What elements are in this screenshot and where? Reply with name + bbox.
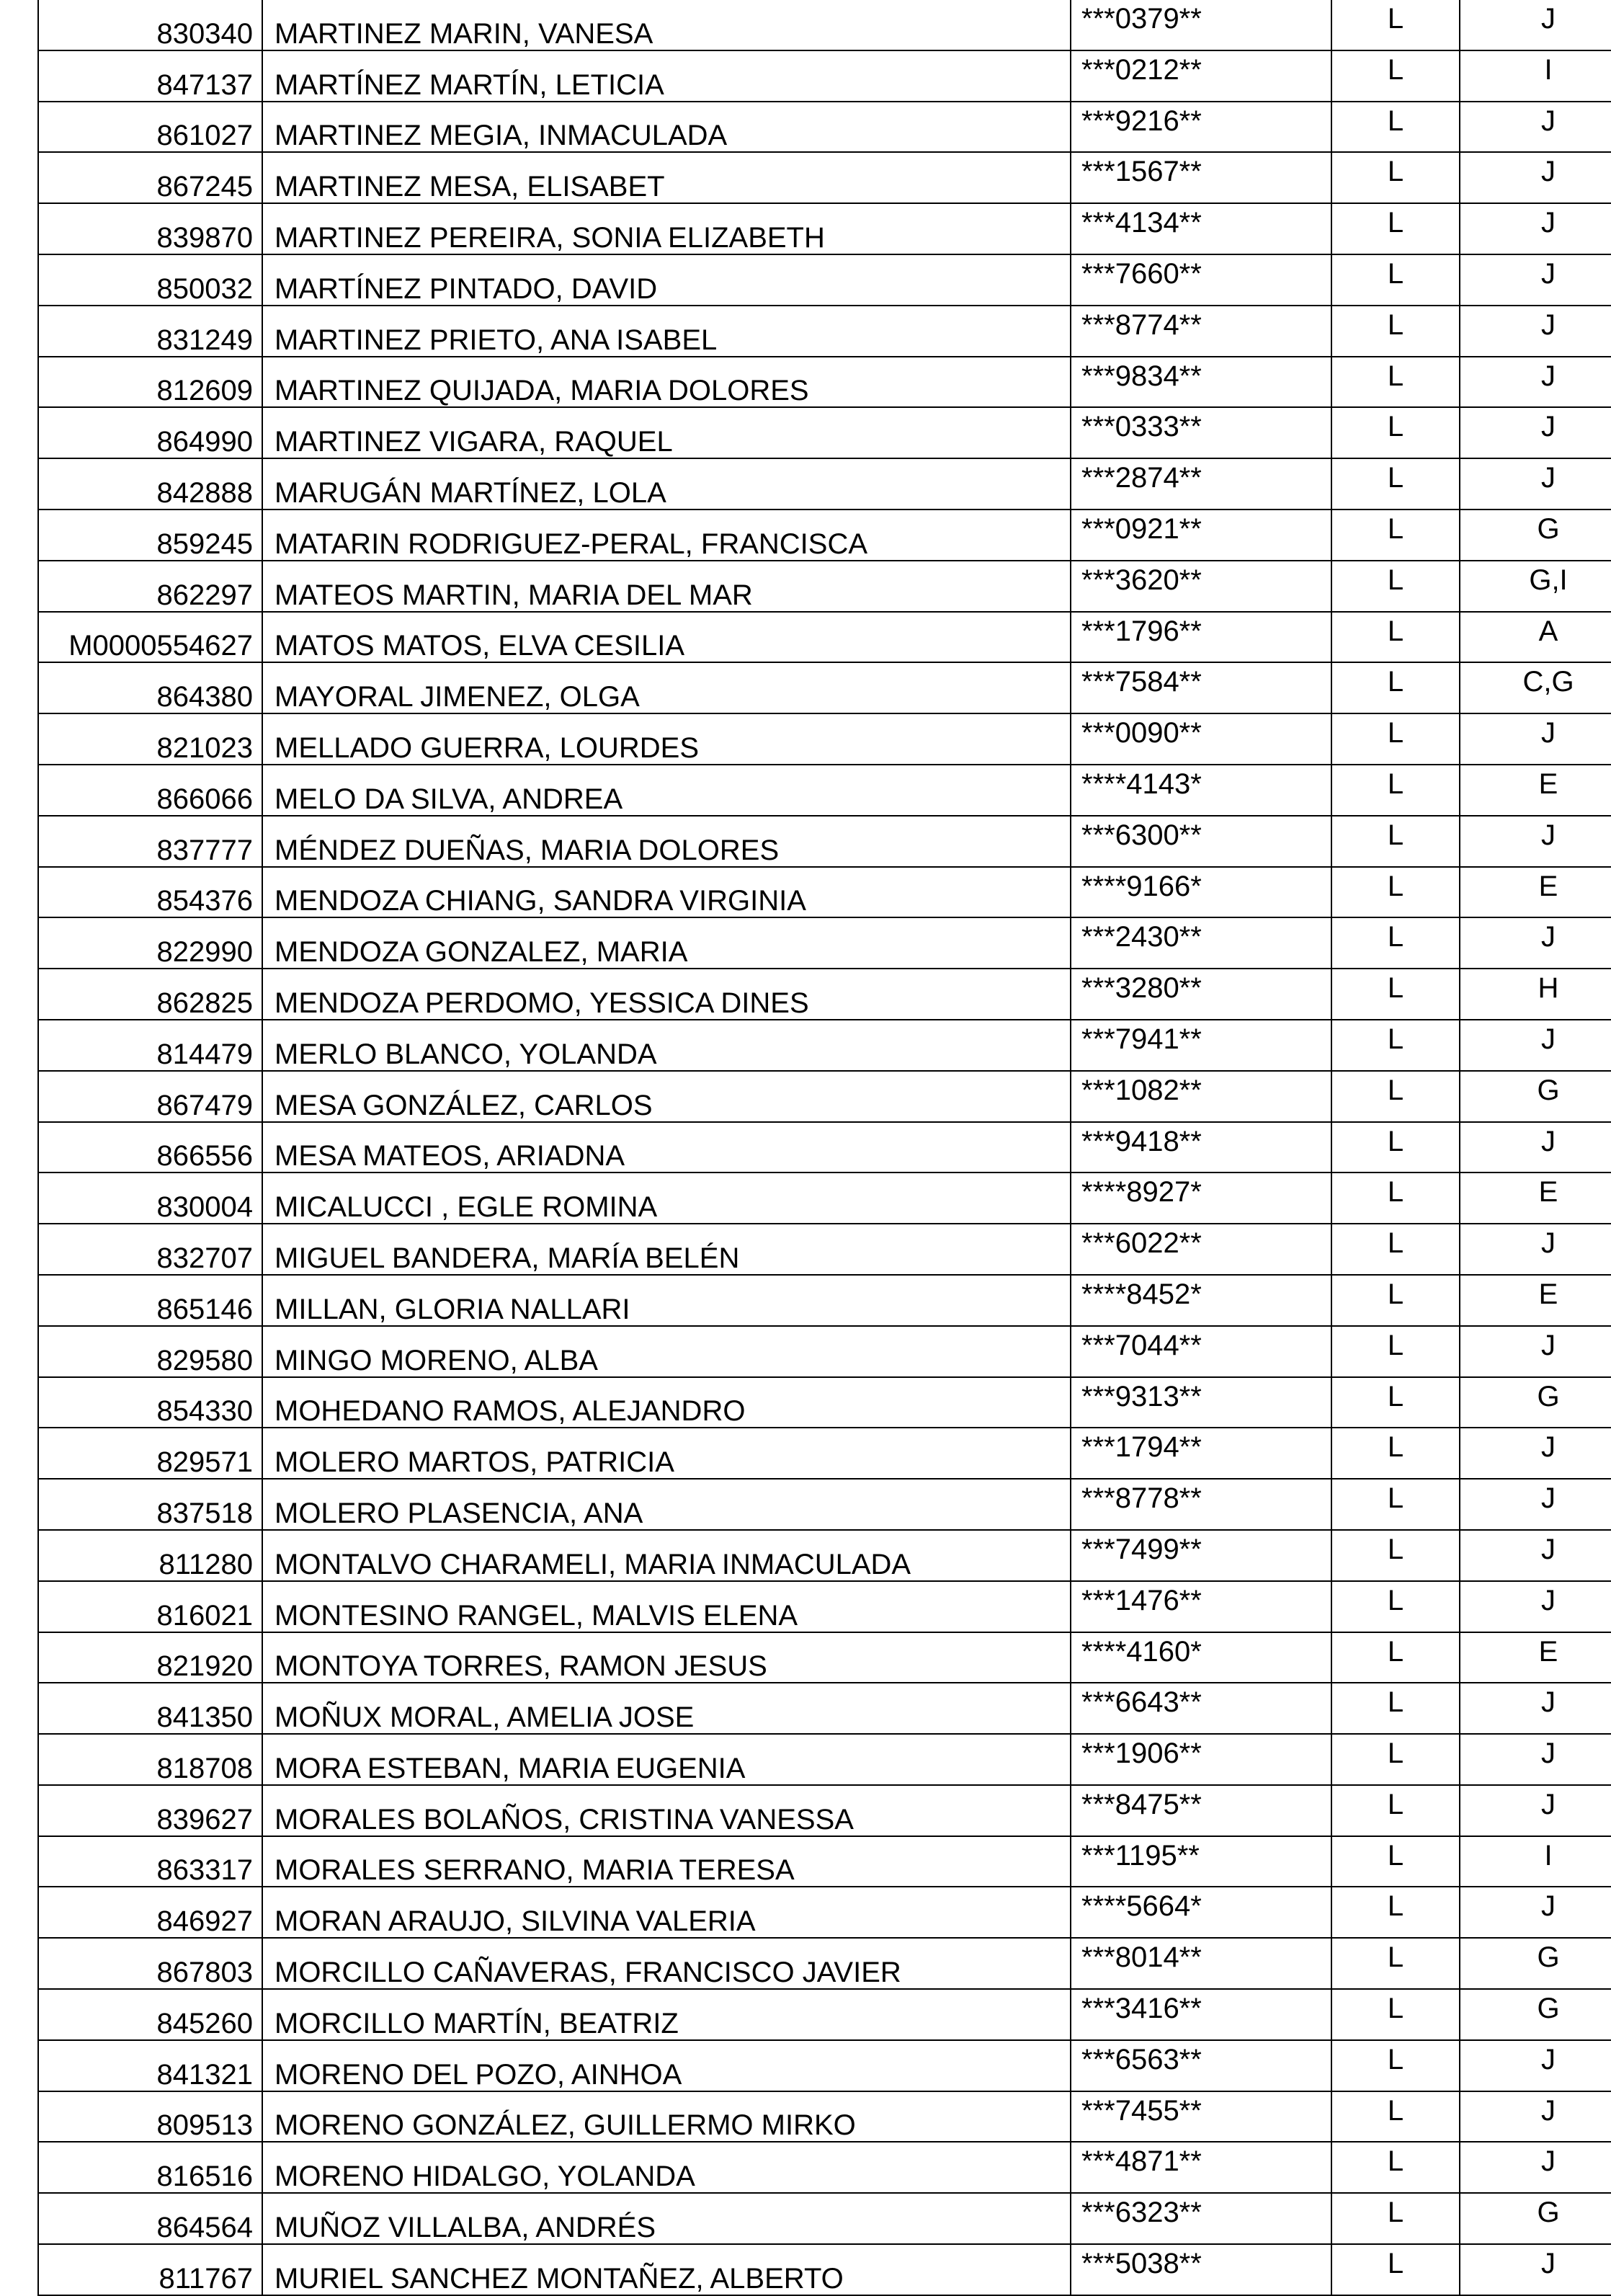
applicant-name-cell: MARTINEZ MEGIA, INMACULADA (262, 102, 1071, 153)
applicant-id-cell: 837518 (38, 1479, 262, 1530)
applicant-name-cell: MENDOZA GONZALEZ, MARIA (262, 917, 1071, 969)
applicant-name-cell: MOLERO MARTOS, PATRICIA (262, 1428, 1071, 1479)
applicant-id-cell: 809513 (38, 2091, 262, 2143)
table-row (38, 458, 1611, 510)
type-cell: L (1331, 1887, 1460, 1938)
category-cell: I (1460, 50, 1611, 102)
candidate-list-table (37, 0, 1611, 2296)
masked-id-cell: ***3416** (1071, 1989, 1331, 2040)
category-cell: J (1460, 713, 1611, 765)
table-row (38, 2193, 1611, 2244)
type-cell: L (1331, 2142, 1460, 2193)
type-cell: L (1331, 458, 1460, 510)
masked-id-cell: ***9418** (1071, 1122, 1331, 1173)
table-row (38, 2040, 1611, 2091)
table-row (38, 2091, 1611, 2143)
applicant-name-cell: MONTOYA TORRES, RAMON JESUS (262, 1632, 1071, 1683)
table-row (38, 203, 1611, 254)
applicant-name-cell: MUÑOZ VILLALBA, ANDRÉS (262, 2193, 1071, 2244)
applicant-id-cell: 839627 (38, 1785, 262, 1836)
table-row (38, 254, 1611, 306)
applicant-id-cell: 818708 (38, 1734, 262, 1785)
category-cell: H (1460, 969, 1611, 1020)
applicant-id-cell: 862825 (38, 969, 262, 1020)
category-cell: J (1460, 1530, 1611, 1581)
applicant-id-cell: 821920 (38, 1632, 262, 1683)
applicant-name-cell: MORALES SERRANO, MARIA TERESA (262, 1836, 1071, 1887)
type-cell: L (1331, 765, 1460, 816)
table-row (38, 662, 1611, 713)
masked-id-cell: ***1794** (1071, 1428, 1331, 1479)
applicant-id-cell: 850032 (38, 254, 262, 306)
type-cell: L (1331, 1173, 1460, 1224)
table-row (38, 561, 1611, 612)
masked-id-cell: ***1567** (1071, 152, 1331, 203)
applicant-id-cell: 830004 (38, 1173, 262, 1224)
applicant-id-cell: 867479 (38, 1071, 262, 1122)
table-row (38, 1071, 1611, 1122)
applicant-name-cell: MENDOZA CHIANG, SANDRA VIRGINIA (262, 867, 1071, 918)
type-cell: L (1331, 1632, 1460, 1683)
applicant-id-cell: 831249 (38, 306, 262, 357)
applicant-name-cell: MURIEL SANCHEZ MONTAÑEZ, ALBERTO (262, 2244, 1071, 2295)
applicant-id-cell: 867245 (38, 152, 262, 203)
type-cell: L (1331, 510, 1460, 561)
type-cell: L (1331, 1734, 1460, 1785)
type-cell: L (1331, 713, 1460, 765)
masked-id-cell: ***9834** (1071, 357, 1331, 408)
type-cell: L (1331, 102, 1460, 153)
type-cell: L (1331, 1275, 1460, 1326)
applicant-id-cell: 846927 (38, 1887, 262, 1938)
masked-id-cell: ***6563** (1071, 2040, 1331, 2091)
category-cell: J (1460, 1683, 1611, 1734)
masked-id-cell: ***6022** (1071, 1224, 1331, 1275)
applicant-id-cell: 816021 (38, 1581, 262, 1632)
category-cell: E (1460, 765, 1611, 816)
table-row (38, 1734, 1611, 1785)
applicant-name-cell: MORALES BOLAÑOS, CRISTINA VANESSA (262, 1785, 1071, 1836)
category-cell: J (1460, 102, 1611, 153)
table-row (38, 357, 1611, 408)
type-cell: L (1331, 203, 1460, 254)
applicant-name-cell: MINGO MORENO, ALBA (262, 1326, 1071, 1377)
applicant-name-cell: MARTÍNEZ PINTADO, DAVID (262, 254, 1071, 306)
type-cell: L (1331, 2091, 1460, 2143)
applicant-id-cell: 829580 (38, 1326, 262, 1377)
type-cell: L (1331, 2244, 1460, 2295)
category-cell: G (1460, 1938, 1611, 1989)
applicant-name-cell: MOÑUX MORAL, AMELIA JOSE (262, 1683, 1071, 1734)
category-cell: J (1460, 0, 1611, 50)
applicant-name-cell: MORENO DEL POZO, AINHOA (262, 2040, 1071, 2091)
category-cell: J (1460, 254, 1611, 306)
applicant-id-cell: 863317 (38, 1836, 262, 1887)
table-row (38, 1479, 1611, 1530)
applicant-id-cell: 861027 (38, 102, 262, 153)
type-cell: L (1331, 1683, 1460, 1734)
applicant-name-cell: MONTALVO CHARAMELI, MARIA INMACULADA (262, 1530, 1071, 1581)
masked-id-cell: ***7455** (1071, 2091, 1331, 2143)
masked-id-cell: ***8014** (1071, 1938, 1331, 1989)
category-cell: G,I (1460, 561, 1611, 612)
table-row (38, 867, 1611, 918)
applicant-id-cell: 841350 (38, 1683, 262, 1734)
type-cell: L (1331, 1122, 1460, 1173)
table-row (38, 1020, 1611, 1071)
applicant-name-cell: MICALUCCI , EGLE ROMINA (262, 1173, 1071, 1224)
category-cell: E (1460, 867, 1611, 918)
masked-id-cell: ***8774** (1071, 306, 1331, 357)
applicant-id-cell: 821023 (38, 713, 262, 765)
category-cell: E (1460, 1275, 1611, 1326)
type-cell: L (1331, 1428, 1460, 1479)
type-cell: L (1331, 917, 1460, 969)
table-row (38, 816, 1611, 867)
category-cell: G (1460, 1377, 1611, 1428)
type-cell: L (1331, 1020, 1460, 1071)
type-cell: L (1331, 1071, 1460, 1122)
category-cell: J (1460, 1785, 1611, 1836)
applicant-name-cell: MORENO GONZÁLEZ, GUILLERMO MIRKO (262, 2091, 1071, 2143)
applicant-name-cell: MORCILLO CAÑAVERAS, FRANCISCO JAVIER (262, 1938, 1071, 1989)
type-cell: L (1331, 2040, 1460, 2091)
applicant-id-cell: 837777 (38, 816, 262, 867)
table-row (38, 0, 1611, 50)
category-cell: J (1460, 1581, 1611, 1632)
table-row (38, 612, 1611, 663)
category-cell: J (1460, 407, 1611, 458)
applicant-id-cell: 842888 (38, 458, 262, 510)
category-cell: J (1460, 306, 1611, 357)
masked-id-cell: ****4143* (1071, 765, 1331, 816)
table-row (38, 1377, 1611, 1428)
masked-id-cell: ***7941** (1071, 1020, 1331, 1071)
applicant-id-cell: M0000554627 (38, 612, 262, 663)
category-cell: G (1460, 510, 1611, 561)
table-body (38, 0, 1611, 2295)
table-row (38, 1836, 1611, 1887)
applicant-name-cell: MATOS MATOS, ELVA CESILIA (262, 612, 1071, 663)
masked-id-cell: ***3620** (1071, 561, 1331, 612)
applicant-id-cell: 832707 (38, 1224, 262, 1275)
category-cell: A (1460, 612, 1611, 663)
table-row (38, 1326, 1611, 1377)
table-row (38, 765, 1611, 816)
applicant-id-cell: 866556 (38, 1122, 262, 1173)
category-cell: J (1460, 357, 1611, 408)
applicant-id-cell: 859245 (38, 510, 262, 561)
category-cell: J (1460, 1428, 1611, 1479)
masked-id-cell: ***6323** (1071, 2193, 1331, 2244)
type-cell: L (1331, 152, 1460, 203)
applicant-id-cell: 812609 (38, 357, 262, 408)
category-cell: J (1460, 458, 1611, 510)
type-cell: L (1331, 357, 1460, 408)
masked-id-cell: ***6643** (1071, 1683, 1331, 1734)
applicant-id-cell: 830340 (38, 0, 262, 50)
applicant-id-cell: 845260 (38, 1989, 262, 2040)
type-cell: L (1331, 2193, 1460, 2244)
applicant-id-cell: 814479 (38, 1020, 262, 1071)
masked-id-cell: ***0212** (1071, 50, 1331, 102)
applicant-id-cell: 839870 (38, 203, 262, 254)
applicant-name-cell: MAYORAL JIMENEZ, OLGA (262, 662, 1071, 713)
applicant-name-cell: MOLERO PLASENCIA, ANA (262, 1479, 1071, 1530)
table-row (38, 152, 1611, 203)
applicant-name-cell: MESA GONZÁLEZ, CARLOS (262, 1071, 1071, 1122)
category-cell: E (1460, 1632, 1611, 1683)
applicant-name-cell: MARTINEZ MESA, ELISABET (262, 152, 1071, 203)
table-row (38, 1938, 1611, 1989)
table-row (38, 306, 1611, 357)
applicant-name-cell: MILLAN, GLORIA NALLARI (262, 1275, 1071, 1326)
table-row (38, 917, 1611, 969)
applicant-id-cell: 865146 (38, 1275, 262, 1326)
applicant-name-cell: MESA MATEOS, ARIADNA (262, 1122, 1071, 1173)
category-cell: J (1460, 2244, 1611, 2295)
applicant-id-cell: 854376 (38, 867, 262, 918)
masked-id-cell: ***4871** (1071, 2142, 1331, 2193)
table-row (38, 713, 1611, 765)
table-row (38, 102, 1611, 153)
type-cell: L (1331, 867, 1460, 918)
masked-id-cell: ***7044** (1071, 1326, 1331, 1377)
type-cell: L (1331, 1479, 1460, 1530)
applicant-name-cell: MARTÍNEZ MARTÍN, LETICIA (262, 50, 1071, 102)
type-cell: L (1331, 1326, 1460, 1377)
table-row (38, 1173, 1611, 1224)
type-cell: L (1331, 254, 1460, 306)
table-row (38, 1785, 1611, 1836)
applicant-name-cell: MORCILLO MARTÍN, BEATRIZ (262, 1989, 1071, 2040)
masked-id-cell: ***8778** (1071, 1479, 1331, 1530)
masked-id-cell: ****5664* (1071, 1887, 1331, 1938)
category-cell: J (1460, 1479, 1611, 1530)
masked-id-cell: ***0921** (1071, 510, 1331, 561)
applicant-id-cell: 811767 (38, 2244, 262, 2295)
category-cell: J (1460, 1734, 1611, 1785)
type-cell: L (1331, 1989, 1460, 2040)
masked-id-cell: ***0090** (1071, 713, 1331, 765)
type-cell: L (1331, 1836, 1460, 1887)
table-row (38, 510, 1611, 561)
applicant-name-cell: MATEOS MARTIN, MARIA DEL MAR (262, 561, 1071, 612)
masked-id-cell: ***2874** (1071, 458, 1331, 510)
type-cell: L (1331, 612, 1460, 663)
masked-id-cell: ***6300** (1071, 816, 1331, 867)
masked-id-cell: ***1906** (1071, 1734, 1331, 1785)
masked-id-cell: ***8475** (1071, 1785, 1331, 1836)
applicant-id-cell: 811280 (38, 1530, 262, 1581)
applicant-id-cell: 864990 (38, 407, 262, 458)
applicant-name-cell: MELO DA SILVA, ANDREA (262, 765, 1071, 816)
table-row (38, 1683, 1611, 1734)
table-row (38, 969, 1611, 1020)
table-row (38, 1581, 1611, 1632)
category-cell: J (1460, 816, 1611, 867)
applicant-name-cell: MIGUEL BANDERA, MARÍA BELÉN (262, 1224, 1071, 1275)
category-cell: I (1460, 1836, 1611, 1887)
masked-id-cell: ***9313** (1071, 1377, 1331, 1428)
category-cell: J (1460, 1887, 1611, 1938)
category-cell: J (1460, 1020, 1611, 1071)
category-cell: J (1460, 152, 1611, 203)
applicant-id-cell: 864564 (38, 2193, 262, 2244)
masked-id-cell: ****8927* (1071, 1173, 1331, 1224)
applicant-id-cell: 847137 (38, 50, 262, 102)
type-cell: L (1331, 407, 1460, 458)
masked-id-cell: ***7584** (1071, 662, 1331, 713)
applicant-id-cell: 822990 (38, 917, 262, 969)
applicant-name-cell: MOHEDANO RAMOS, ALEJANDRO (262, 1377, 1071, 1428)
type-cell: L (1331, 306, 1460, 357)
category-cell: J (1460, 1122, 1611, 1173)
type-cell: L (1331, 1938, 1460, 1989)
masked-id-cell: ***7660** (1071, 254, 1331, 306)
type-cell: L (1331, 1581, 1460, 1632)
table-row (38, 407, 1611, 458)
applicant-name-cell: MORENO HIDALGO, YOLANDA (262, 2142, 1071, 2193)
type-cell: L (1331, 0, 1460, 50)
applicant-name-cell: MARTINEZ PEREIRA, SONIA ELIZABETH (262, 203, 1071, 254)
masked-id-cell: ****4160* (1071, 1632, 1331, 1683)
table-row (38, 1530, 1611, 1581)
applicant-id-cell: 816516 (38, 2142, 262, 2193)
applicant-name-cell: MARTINEZ VIGARA, RAQUEL (262, 407, 1071, 458)
masked-id-cell: ****9166* (1071, 867, 1331, 918)
type-cell: L (1331, 50, 1460, 102)
applicant-id-cell: 854330 (38, 1377, 262, 1428)
applicant-id-cell: 862297 (38, 561, 262, 612)
applicant-id-cell: 866066 (38, 765, 262, 816)
type-cell: L (1331, 1224, 1460, 1275)
applicant-name-cell: MONTESINO RANGEL, MALVIS ELENA (262, 1581, 1071, 1632)
applicant-id-cell: 829571 (38, 1428, 262, 1479)
table-row (38, 1428, 1611, 1479)
masked-id-cell: ***5038** (1071, 2244, 1331, 2295)
masked-id-cell: ***2430** (1071, 917, 1331, 969)
category-cell: C,G (1460, 662, 1611, 713)
masked-id-cell: ****8452* (1071, 1275, 1331, 1326)
category-cell: G (1460, 1989, 1611, 2040)
masked-id-cell: ***9216** (1071, 102, 1331, 153)
category-cell: J (1460, 1224, 1611, 1275)
applicant-name-cell: MATARIN RODRIGUEZ-PERAL, FRANCISCA (262, 510, 1071, 561)
applicant-id-cell: 867803 (38, 1938, 262, 1989)
table-row (38, 1224, 1611, 1275)
table-row (38, 1275, 1611, 1326)
masked-id-cell: ***1082** (1071, 1071, 1331, 1122)
applicant-name-cell: MARUGÁN MARTÍNEZ, LOLA (262, 458, 1071, 510)
category-cell: E (1460, 1173, 1611, 1224)
masked-id-cell: ***0333** (1071, 407, 1331, 458)
applicant-name-cell: MARTINEZ MARIN, VANESA (262, 0, 1071, 50)
masked-id-cell: ***1195** (1071, 1836, 1331, 1887)
table-row (38, 1887, 1611, 1938)
category-cell: J (1460, 2040, 1611, 2091)
category-cell: J (1460, 1326, 1611, 1377)
applicant-name-cell: MÉNDEZ DUEÑAS, MARIA DOLORES (262, 816, 1071, 867)
applicant-id-cell: 841321 (38, 2040, 262, 2091)
applicant-id-cell: 864380 (38, 662, 262, 713)
applicant-name-cell: MERLO BLANCO, YOLANDA (262, 1020, 1071, 1071)
masked-id-cell: ***1796** (1071, 612, 1331, 663)
table-row (38, 1122, 1611, 1173)
applicant-name-cell: MORAN ARAUJO, SILVINA VALERIA (262, 1887, 1071, 1938)
type-cell: L (1331, 662, 1460, 713)
applicant-name-cell: MORA ESTEBAN, MARIA EUGENIA (262, 1734, 1071, 1785)
type-cell: L (1331, 561, 1460, 612)
masked-id-cell: ***0379** (1071, 0, 1331, 50)
applicant-name-cell: MENDOZA PERDOMO, YESSICA DINES (262, 969, 1071, 1020)
masked-id-cell: ***1476** (1071, 1581, 1331, 1632)
type-cell: L (1331, 1377, 1460, 1428)
table-row (38, 2142, 1611, 2193)
table-row (38, 50, 1611, 102)
category-cell: J (1460, 203, 1611, 254)
applicant-name-cell: MARTINEZ QUIJADA, MARIA DOLORES (262, 357, 1071, 408)
masked-id-cell: ***3280** (1071, 969, 1331, 1020)
type-cell: L (1331, 1785, 1460, 1836)
table-row (38, 2244, 1611, 2295)
category-cell: G (1460, 1071, 1611, 1122)
type-cell: L (1331, 969, 1460, 1020)
table-row (38, 1632, 1611, 1683)
category-cell: J (1460, 2142, 1611, 2193)
masked-id-cell: ***7499** (1071, 1530, 1331, 1581)
applicant-name-cell: MARTINEZ PRIETO, ANA ISABEL (262, 306, 1071, 357)
category-cell: J (1460, 2091, 1611, 2143)
applicant-name-cell: MELLADO GUERRA, LOURDES (262, 713, 1071, 765)
category-cell: J (1460, 917, 1611, 969)
masked-id-cell: ***4134** (1071, 203, 1331, 254)
type-cell: L (1331, 816, 1460, 867)
table-row (38, 1989, 1611, 2040)
category-cell: G (1460, 2193, 1611, 2244)
type-cell: L (1331, 1530, 1460, 1581)
